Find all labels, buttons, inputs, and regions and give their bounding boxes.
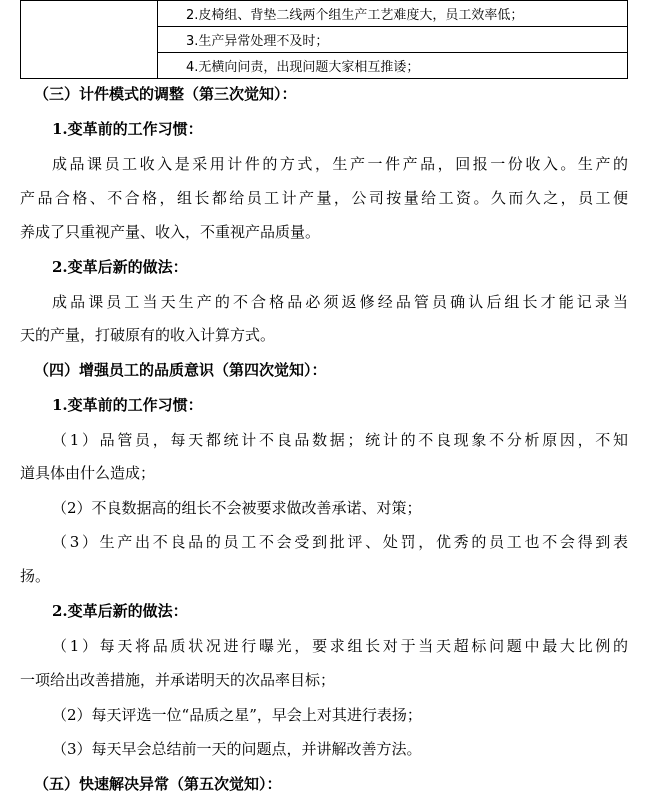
table-cell: 4.无横向问责，出现问题大家相互推诿；	[158, 53, 628, 79]
subheading-before-3: 1.变革前的工作习惯：	[52, 120, 203, 138]
paragraph-line: （2）每天评选一位“品质之星”，早会上对其进行表扬；	[52, 706, 422, 724]
paragraph-line: 一项给出改善措施，并承诺明天的次品率目标；	[20, 671, 336, 689]
paragraph-line: 扬。	[20, 567, 51, 585]
continued-table	[20, 0, 628, 79]
table-row	[21, 1, 628, 27]
paragraph-line: （1）每天将品质状况进行曝光，要求组长对于当天超标问题中最大比例的	[52, 637, 628, 655]
paragraph-line: 道具体由什么造成；	[20, 464, 156, 482]
paragraph-line: （3）生产出不良品的员工不会受到批评、处罚，优秀的员工也不会得到表	[52, 533, 628, 551]
subheading-before-4: 1.变革前的工作习惯：	[52, 396, 203, 414]
table-cell: 2.皮椅组、背垫二线两个组生产工艺难度大，员工效率低；	[158, 1, 628, 27]
paragraph-line: （1）品管员，每天都统计不良品数据；统计的不良现象不分析原因，不知	[52, 431, 628, 449]
paragraph-line: （3）每天早会总结前一天的问题点，并讲解改善方法。	[52, 740, 422, 758]
subheading-after-3: 2.变革后新的做法：	[52, 258, 188, 276]
table-cell: 3.生产异常处理不及时；	[158, 27, 628, 53]
paragraph-line: （2）不良数据高的组长不会被要求做改善承诺、对策；	[52, 499, 422, 517]
section-heading-3: （三）计件模式的调整（第三次觉知）：	[34, 85, 297, 103]
paragraph-line: 产品合格、不合格，组长都给员工计产量，公司按量给工资。久而久之，员工便	[20, 189, 628, 207]
section-heading-5: （五）快速解决异常（第五次觉知）：	[34, 775, 282, 793]
paragraph-line: 成品课员工当天生产的不合格品必须返修经品管员确认后组长才能记录当	[52, 293, 628, 311]
subheading-after-4: 2.变革后新的做法：	[52, 602, 188, 620]
paragraph-line: 养成了只重视产量、收入，不重视产品质量。	[20, 223, 321, 241]
table-blank-cell	[21, 1, 158, 79]
paragraph-line: 成品课员工收入是采用计件的方式，生产一件产品，回报一份收入。生产的	[52, 155, 628, 173]
paragraph-line: 天的产量，打破原有的收入计算方式。	[20, 326, 276, 344]
section-heading-4: （四）增强员工的品质意识（第四次觉知）：	[34, 361, 327, 379]
